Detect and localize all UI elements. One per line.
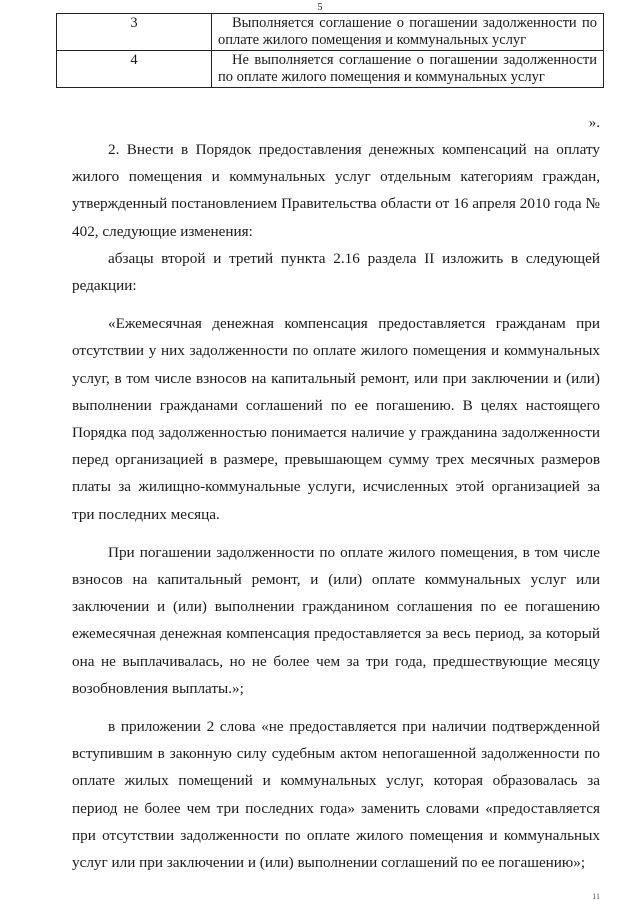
status-code-cell: 3 xyxy=(57,14,212,51)
table-row xyxy=(57,51,604,88)
page-number: 5 xyxy=(317,2,323,13)
paragraph-quoted-text-continued: При погашении задолженности по оплате жилого помещения, в том числе взносов на капитальный ремонт, и (или) оплате коммунальных услуг или заключении и (или) выполнении гражданином соглашения по ее погашению ежемесячная денежная компенсация предоставляется за весь период, за который она не выплачивалась, но не более чем за три года, предшествующие месяцу возобновления выплаты.»; xyxy=(72,543,600,697)
paragraph-instruction: абзацы второй и третий пункта 2.16 раздела II изложить в следующей редакции: xyxy=(72,249,600,295)
paragraph-appendix-change: в приложении 2 слова «не предоставляется при наличии подтвержденной вступившим в законную силу судебным актом непогашенной задолженности по оплате жилых помещений и коммунальных услуг, которая образовалась за период не более чем три последних года» заменить словами «предоставляется при отсутствии задолженности по оплате жилого помещения и коммунальных услуг или при заключении и (или) выполнении соглашений по ее погашению»; xyxy=(72,718,600,872)
table-row xyxy=(57,14,604,51)
status-description-cell: Не выполняется соглашение о погашении задолженности по оплате жилого помещения и коммунальных услуг xyxy=(212,51,604,88)
closing-quote: ». xyxy=(588,115,600,131)
status-description-cell: Выполняется соглашение о погашении задолженности по оплате жилого помещения и коммунальных услуг xyxy=(212,14,604,51)
document-body xyxy=(72,136,600,876)
paragraph-quoted-text: «Ежемесячная денежная компенсация предоставляется гражданам при отсутствии у них задолженности по оплате жилого помещения и коммунальных услуг, в том числе взносов на капитальный ремонт, или при заключении и (или) выполнении гражданами соглашений по ее погашению. В целях настоящего Порядка под задолженностью понимается наличие у гражданина задолженности перед организацией в размере, превышающем сумму трех месячных размеров платы за жилищно-коммунальные услуги, исчисленных этой организацией за три последних месяца. xyxy=(72,315,600,523)
status-code-cell: 4 xyxy=(57,51,212,88)
footer-mark: 11 xyxy=(592,892,600,901)
status-code-table xyxy=(56,13,604,88)
paragraph-amendment-intro: 2. Внести в Порядок предоставления денежных компенсаций на оплату жилого помещения и коммунальных услуг отдельным категориям граждан, утвержденный постановлением Правительства области от 16 апреля 2010 года № 402, следующие изменения: xyxy=(72,141,600,240)
